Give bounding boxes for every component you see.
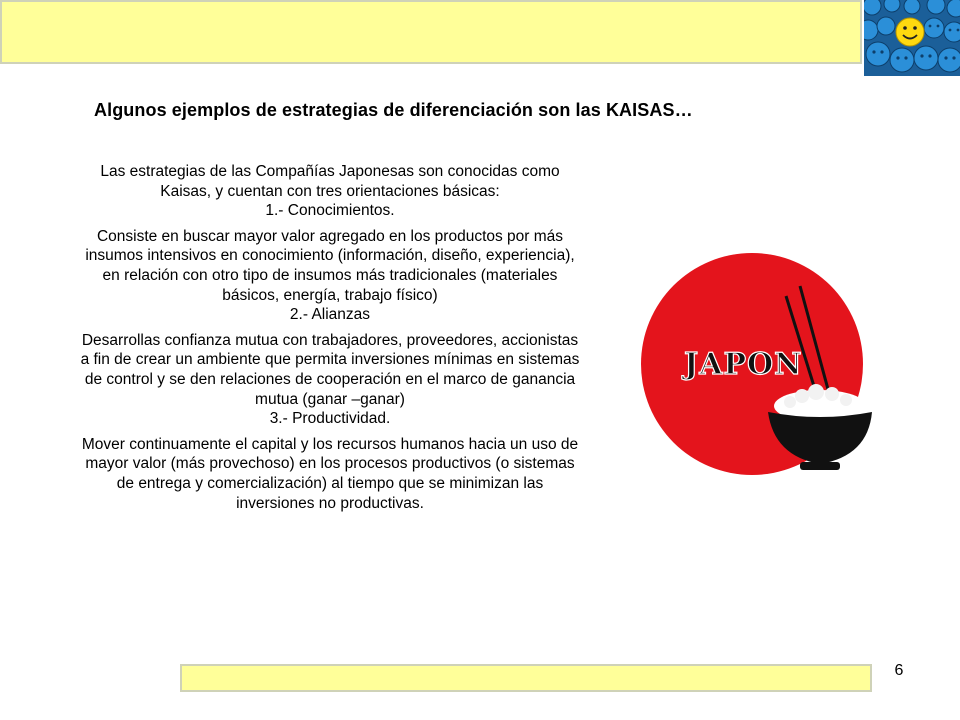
smiley-crowd-icon	[864, 0, 960, 76]
heading-productividad: 3.- Productividad.	[269, 410, 391, 428]
heading-alianzas: 2.- Alianzas	[289, 306, 371, 324]
heading-conocimientos: 1.- Conocimientos.	[265, 202, 395, 220]
paragraph-productividad: Mover continuamente el capital y los recursos humanos hacia un uso de mayor valor (más provechoso) en los procesos productivos (o sistemas de entrega y comercialización) al tiempo que se minimizan las inversiones no productivas.	[81, 435, 579, 512]
japon-logo-text: JAPON	[684, 347, 803, 382]
body-text	[76, 162, 584, 513]
japan-rice-bowl-image	[640, 252, 872, 478]
top-banner	[0, 0, 862, 64]
paragraph-conocimientos: Consiste en buscar mayor valor agregado en los productos por más insumos intensivos en conocimiento (información, diseño, experiencia), en relación con otro tipo de insumos más tradicionales (materiales básicos, energía, trabajo físico)	[85, 227, 575, 304]
slide-title: Algunos ejemplos de estrategias de diferenciación son las KAISAS…	[94, 100, 693, 120]
page-number: 6	[894, 662, 904, 679]
bottom-banner	[180, 664, 872, 692]
intro-text: Las estrategias de las Compañías Japonesas son conocidas como Kaisas, y cuentan con tres orientaciones básicas:	[100, 163, 560, 200]
paragraph-alianzas: Desarrollas confianza mutua con trabajadores, proveedores, accionistas a fin de crear un ambiente que permita inversiones mínimas en sistemas de control y se den relaciones de cooperación en el marco de ganancia mutua (ganar –ganar)	[80, 331, 580, 408]
